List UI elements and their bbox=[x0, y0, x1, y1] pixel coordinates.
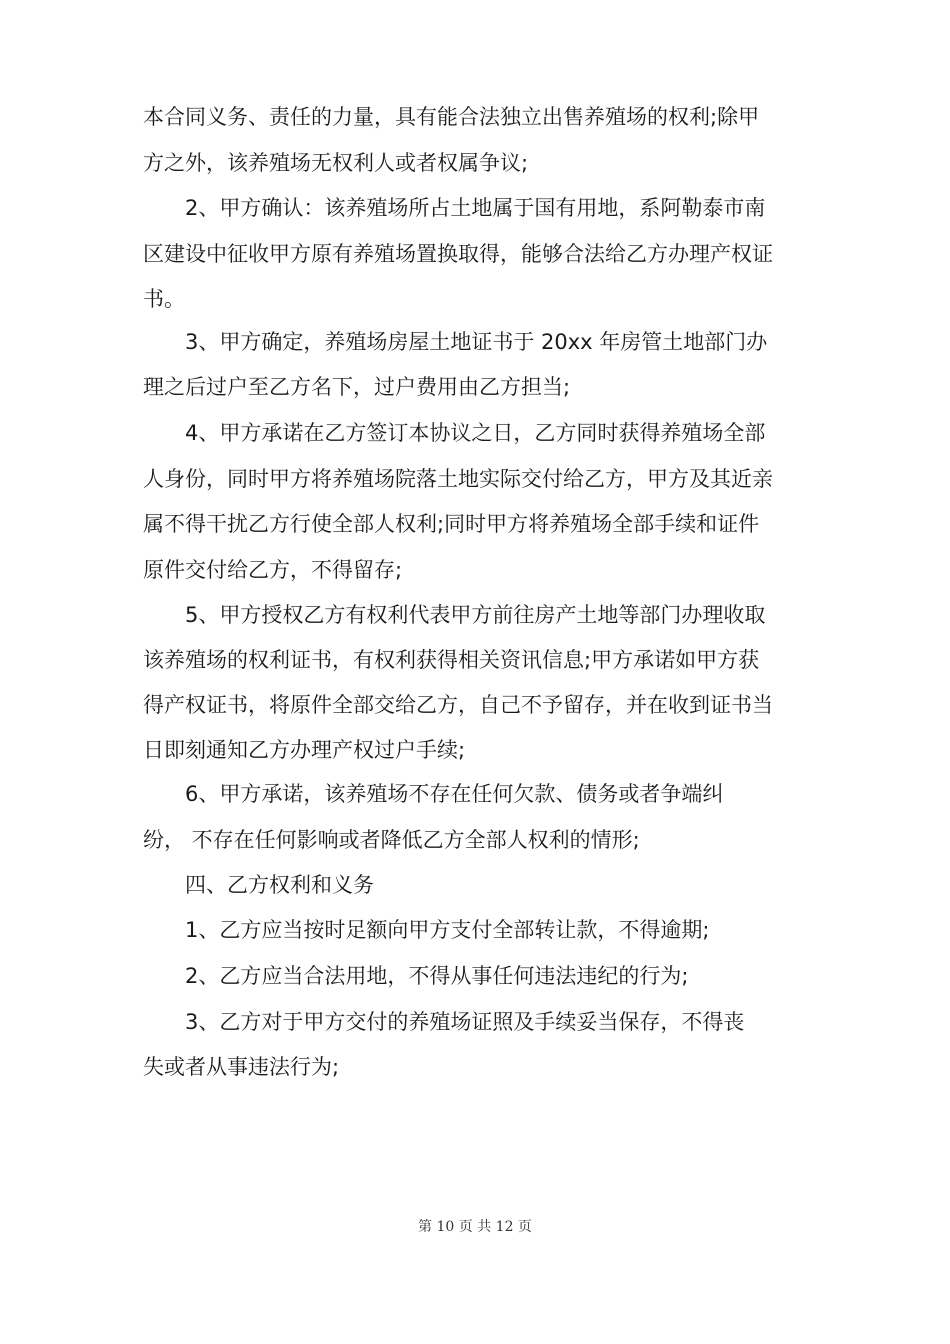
text-line: 属不得干扰乙方行使全部人权利;同时甲方将养殖场全部手续和证件 bbox=[143, 512, 760, 536]
text-line: 区建设中征收甲方原有养殖场置换取得，能够合法给乙方办理产权证 bbox=[143, 242, 773, 266]
text-line: 4、甲方承诺在乙方签订本协议之日，乙方同时获得养殖场全部 bbox=[143, 421, 766, 445]
text-line: 人身份，同时甲方将养殖场院落土地实际交付给乙方，甲方及其近亲 bbox=[143, 467, 773, 491]
text-line: 6、甲方承诺，该养殖场不存在任何欠款、债务或者争端纠 bbox=[143, 782, 724, 806]
text-line: 失或者从事违法行为; bbox=[143, 1055, 340, 1079]
text-line: 书。 bbox=[143, 287, 185, 311]
section-heading: 四、乙方权利和义务 bbox=[143, 873, 374, 897]
text-line: 理之后过户至乙方名下，过户费用由乙方担当; bbox=[143, 375, 571, 399]
text-line: 3、甲方确定，养殖场房屋土地证书于 20xx 年房管土地部门办 bbox=[143, 330, 768, 354]
text-line: 方之外，该养殖场无权利人或者权属争议; bbox=[143, 151, 529, 175]
text-line: 1、乙方应当按时足额向甲方支付全部转让款，不得逾期; bbox=[143, 918, 710, 942]
text-line: 该养殖场的权利证书，有权利获得相关资讯信息;甲方承诺如甲方获 bbox=[143, 648, 760, 672]
text-line: 纷， 不存在任何影响或者降低乙方全部人权利的情形; bbox=[143, 828, 640, 852]
text-line: 本合同义务、责任的力量，具有能合法独立出售养殖场的权利;除甲 bbox=[143, 105, 760, 129]
text-line: 5、甲方授权乙方有权利代表甲方前往房产土地等部门办理收取 bbox=[143, 603, 766, 627]
text-line: 2、甲方确认：该养殖场所占土地属于国有用地，系阿勒泰市南 bbox=[143, 196, 766, 220]
page-number-footer: 第 10 页 共 12 页 bbox=[418, 1219, 532, 1235]
text-line: 日即刻通知乙方办理产权过户手续; bbox=[143, 738, 466, 762]
text-line: 原件交付给乙方，不得留存; bbox=[143, 558, 403, 582]
text-line: 2、乙方应当合法用地，不得从事任何违法违纪的行为; bbox=[143, 964, 689, 988]
text-line: 得产权证书，将原件全部交给乙方，自己不予留存，并在收到证书当 bbox=[143, 693, 773, 717]
text-line: 3、乙方对于甲方交付的养殖场证照及手续妥当保存，不得丧 bbox=[143, 1010, 745, 1034]
